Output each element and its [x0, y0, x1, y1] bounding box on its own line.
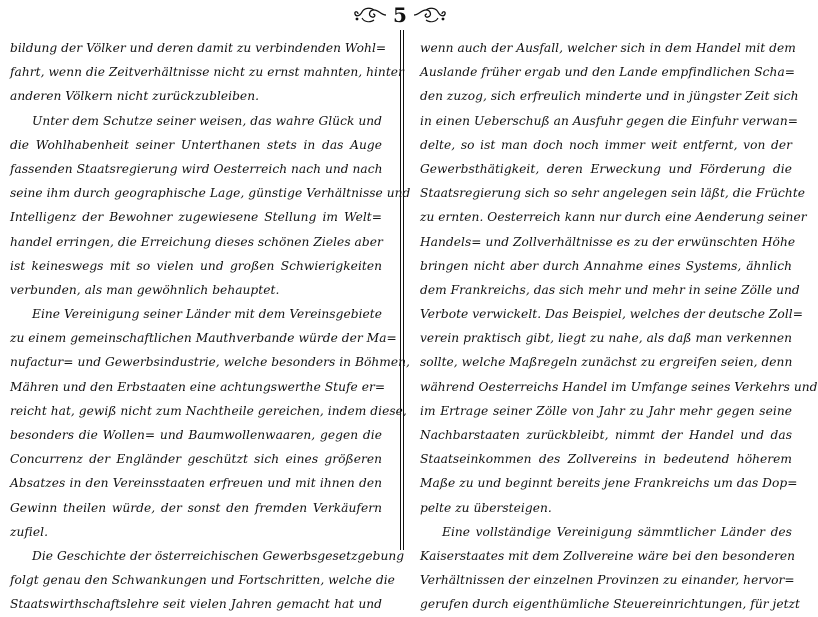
- text-line: im Ertrage seiner Zölle von Jahr zu Jahr mehr gegen seine: [420, 403, 792, 418]
- text-line: besonders die Wollen= und Baumwollenwaaren, gegen die: [10, 428, 382, 442]
- text-line: reicht hat, gewiß nicht zum Nachtheile gereichen, indem diese,: [10, 403, 407, 418]
- text-line: delte, so ist man doch noch immer weit entfernt, von der: [420, 137, 792, 152]
- text-line: zu ernten. Oesterreich kann nur durch eine Aenderung seiner: [420, 210, 807, 225]
- text-line: Intelligenz der Bewohner zugewiesene Stellung im Welt=: [10, 210, 382, 225]
- text-line: die Wohlhabenheit seiner Unterthanen stets in das Auge: [10, 137, 382, 152]
- text-line: bildung der Völker und deren damit zu verbindenden Wohl=: [10, 41, 387, 55]
- text-line: Auslande früher ergab und den Lande empfindlichen Scha=: [420, 65, 796, 80]
- text-line: Gewerbsthätigkeit, deren Erweckung und Förderung die: [420, 161, 792, 176]
- text-line: nufactur= und Gewerbsindustrie, welche besonders in Böhmen,: [10, 355, 410, 370]
- text-line: Staatseinkommen des Zollvereins in bedeutend höherem: [420, 452, 792, 467]
- text-line: pelte zu übersteigen.: [420, 500, 552, 515]
- text-line: in einen Ueberschuß an Ausfuhr gegen die Einfuhr verwan=: [420, 113, 799, 128]
- text-line: Staatsregierung sich so sehr angelegen sein läßt, die Früchte: [420, 186, 806, 201]
- text-line: gerufen durch eigenthümliche Steuereinrichtungen, für jetzt: [420, 597, 800, 612]
- text-line: zu einem gemeinschaftlichen Mauthverbande würde der Ma=: [10, 331, 397, 346]
- text-line: ist keineswegs mit so vielen und großen Schwierigkeiten: [10, 258, 382, 273]
- column-divider: [397, 30, 407, 550]
- text-line: Eine Vereinigung seiner Länder mit dem Vereinsgebiete: [32, 307, 382, 322]
- page-header: [0, 2, 800, 28]
- text-line: den zuzog, sich erfreulich minderte und in jüngster Zeit sich: [420, 89, 799, 104]
- text-line: bringen nicht aber durch Annahme eines Systems, ähnlich: [420, 258, 792, 273]
- text-line: dem Frankreichs, das sich mehr und mehr in seine Zölle und: [420, 282, 800, 297]
- scroll-ornament-icon: [353, 6, 387, 24]
- text-line: seine ihm durch geographische Lage, günstige Verhältnisse und: [10, 186, 411, 201]
- text-line: während Oesterreichs Handel im Umfange seines Verkehrs und: [420, 379, 818, 394]
- text-line: Verbote verwickelt. Das Beispiel, welches der deutsche Zoll=: [420, 307, 803, 322]
- text-line: folgt genau den Schwankungen und Fortschritten, welche die: [10, 573, 395, 588]
- text-line: Verhältnissen der einzelnen Provinzen zu einander, hervor=: [420, 573, 795, 588]
- text-line: Unter dem Schutze seiner weisen, das wahre Glück und: [32, 113, 382, 128]
- text-line: Gewinn theilen würde, der sonst den fremden Verkäufern: [10, 500, 382, 515]
- text-line: wenn auch der Ausfall, welcher sich in dem Handel mit dem: [420, 41, 796, 55]
- text-line: Eine vollständige Vereinigung sämmtlicher Länder des: [442, 524, 792, 539]
- text-line: fahrt, wenn die Zeitverhältnisse nicht zu ernst mahnten, hinter: [10, 65, 404, 80]
- text-line: Absatzes in den Vereinsstaaten erfreuen und mit ihnen den: [10, 476, 382, 491]
- right-text-column: [420, 36, 818, 612]
- left-text-column: [10, 36, 411, 612]
- text-line: handel erringen, die Erreichung dieses schönen Zieles aber: [10, 234, 383, 249]
- text-line: verein praktisch gibt, liegt zu nahe, als daß man verkennen: [420, 331, 792, 346]
- text-line: zufiel.: [10, 524, 49, 539]
- text-line: Die Geschichte der österreichischen Gewerbsgesetzgebung: [32, 548, 405, 563]
- text-line: Maße zu und beginnt bereits jene Frankreichs um das Dop=: [420, 476, 798, 491]
- text-line: fassenden Staatsregierung wird Oesterreich nach und nach: [10, 161, 383, 176]
- text-line: Mähren und den Erbstaaten eine achtungswerthe Stufe er=: [10, 379, 386, 394]
- text-line: Staatswirthschaftslehre seit vielen Jahren gemacht hat und: [10, 597, 382, 612]
- page-number: 5: [393, 3, 407, 27]
- text-line: sollte, welche Maßregeln zunächst zu ergreifen seien, denn: [420, 355, 793, 370]
- text-line: verbunden, als man gewöhnlich behauptet.: [10, 282, 280, 297]
- text-line: Kaiserstaates mit dem Zollvereine wäre bei den besonderen: [420, 548, 796, 563]
- text-line: Handels= und Zollverhältnisse es zu der erwünschten Höhe: [420, 234, 796, 249]
- text-line: Nachbarstaaten zurückbleibt, nimmt der Handel und das: [420, 428, 792, 442]
- text-line: anderen Völkern nicht zurückzubleiben.: [10, 89, 260, 104]
- scroll-ornament-icon: [413, 6, 447, 24]
- text-line: Concurrenz der Engländer geschützt sich eines größeren: [10, 452, 382, 467]
